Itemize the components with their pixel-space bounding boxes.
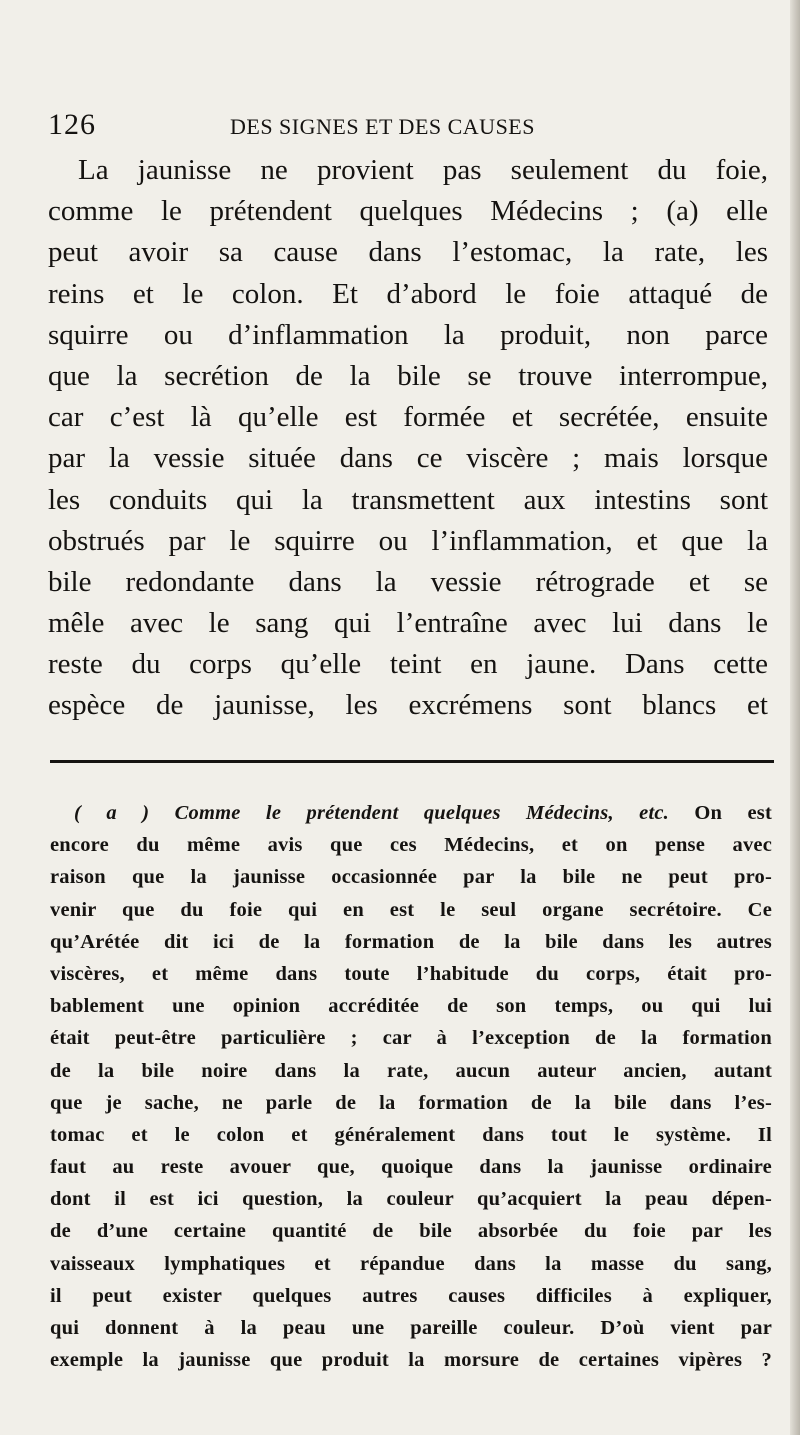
running-head: DES SIGNES ET DES CAUSES [230, 114, 535, 139]
text-line: par la vessie située dans ce viscère ; mais lorsque [48, 442, 768, 475]
footnote-line: il peut exister quelques autres causes difficiles à expliquer, [50, 1284, 772, 1307]
footnote-line: de d’une certaine quantité de bile absorbée du foie par les [50, 1220, 772, 1243]
text-line: obstrués par le squirre ou l’inflammation, et que la [48, 524, 768, 557]
footnote-line: viscères, et même dans toute l’habitude du corps, était pro- [50, 962, 772, 985]
page-edge-shadow [790, 0, 800, 1435]
footnote-line: venir que du foie qui en est le seul organe secrétoire. Ce [50, 898, 772, 921]
text-line: La jaunisse ne provient pas seulement du foie, [78, 154, 768, 186]
footnote-text: On est [694, 802, 773, 824]
footnote-line: était peut-être particulière ; car à l’exception de la formation [50, 1027, 772, 1050]
main-text [48, 150, 768, 727]
text-line: squirre ou d’inflammation la produit, non parce [48, 318, 768, 351]
text-line: que la secrétion de la bile se trouve interrompue, [48, 359, 768, 392]
text-line: car c’est là qu’elle est formée et secrétée, ensuite [48, 401, 768, 434]
text-line: bile redondante dans la vessie rétrograde et se [48, 565, 768, 598]
footnote-line: vaisseaux lymphatiques et répandue dans la masse du sang, [50, 1252, 772, 1275]
footnote-line: dont il est ici question, la couleur qu’acquiert la peau dépen- [50, 1188, 772, 1211]
text-line: les conduits qui la transmettent aux intestins sont [48, 483, 768, 516]
text-line: reste du corps qu’elle teint en jaune. Dans cette [48, 648, 768, 681]
footnote-line: qui donnent à la peau une pareille couleur. D’où vient par [50, 1317, 772, 1339]
page-header [48, 108, 758, 148]
text-line: reins et le colon. Et d’abord le foie attaqué de [48, 277, 768, 310]
footnote-line: encore du même avis que ces Médecins, et on pense avec [50, 834, 772, 857]
footnote-line: qu’Arétée dit ici de la formation de la bile dans les autres [50, 930, 772, 953]
footnote [50, 797, 772, 1376]
footnote-separator-rule [50, 760, 774, 763]
page-number: 126 [48, 108, 96, 141]
footnote-line: de la bile noire dans la rate, aucun auteur ancien, autant [50, 1059, 772, 1082]
text-line: mêle avec le sang qui l’entraîne avec lui dans le [48, 607, 768, 640]
text-line: espèce de jaunisse, les excrémens sont blancs et [48, 689, 768, 722]
footnote-line: faut au reste avouer que, quoique dans la jaunisse ordinaire [50, 1156, 772, 1179]
footnote-line: que je sache, ne parle de la formation de la bile dans l’es- [50, 1091, 772, 1114]
text-line: peut avoir sa cause dans l’estomac, la rate, les [48, 236, 768, 269]
footnote-line: exemple la jaunisse que produit la morsure de certaines vipères ? [50, 1349, 772, 1372]
text-line: comme le prétendent quelques Médecins ; (a) elle [48, 195, 768, 228]
footnote-first-line [50, 797, 772, 829]
footnote-line: raison que la jaunisse occasionnée par la bile ne peut pro- [50, 866, 772, 889]
footnote-reference: ( a ) Comme le prétendent quelques Médecins, etc. [74, 802, 669, 824]
footnote-line: tomac et le colon et généralement dans tout le système. Il [50, 1123, 772, 1146]
footnote-line: bablement une opinion accréditée de son temps, ou qui lui [50, 995, 772, 1018]
